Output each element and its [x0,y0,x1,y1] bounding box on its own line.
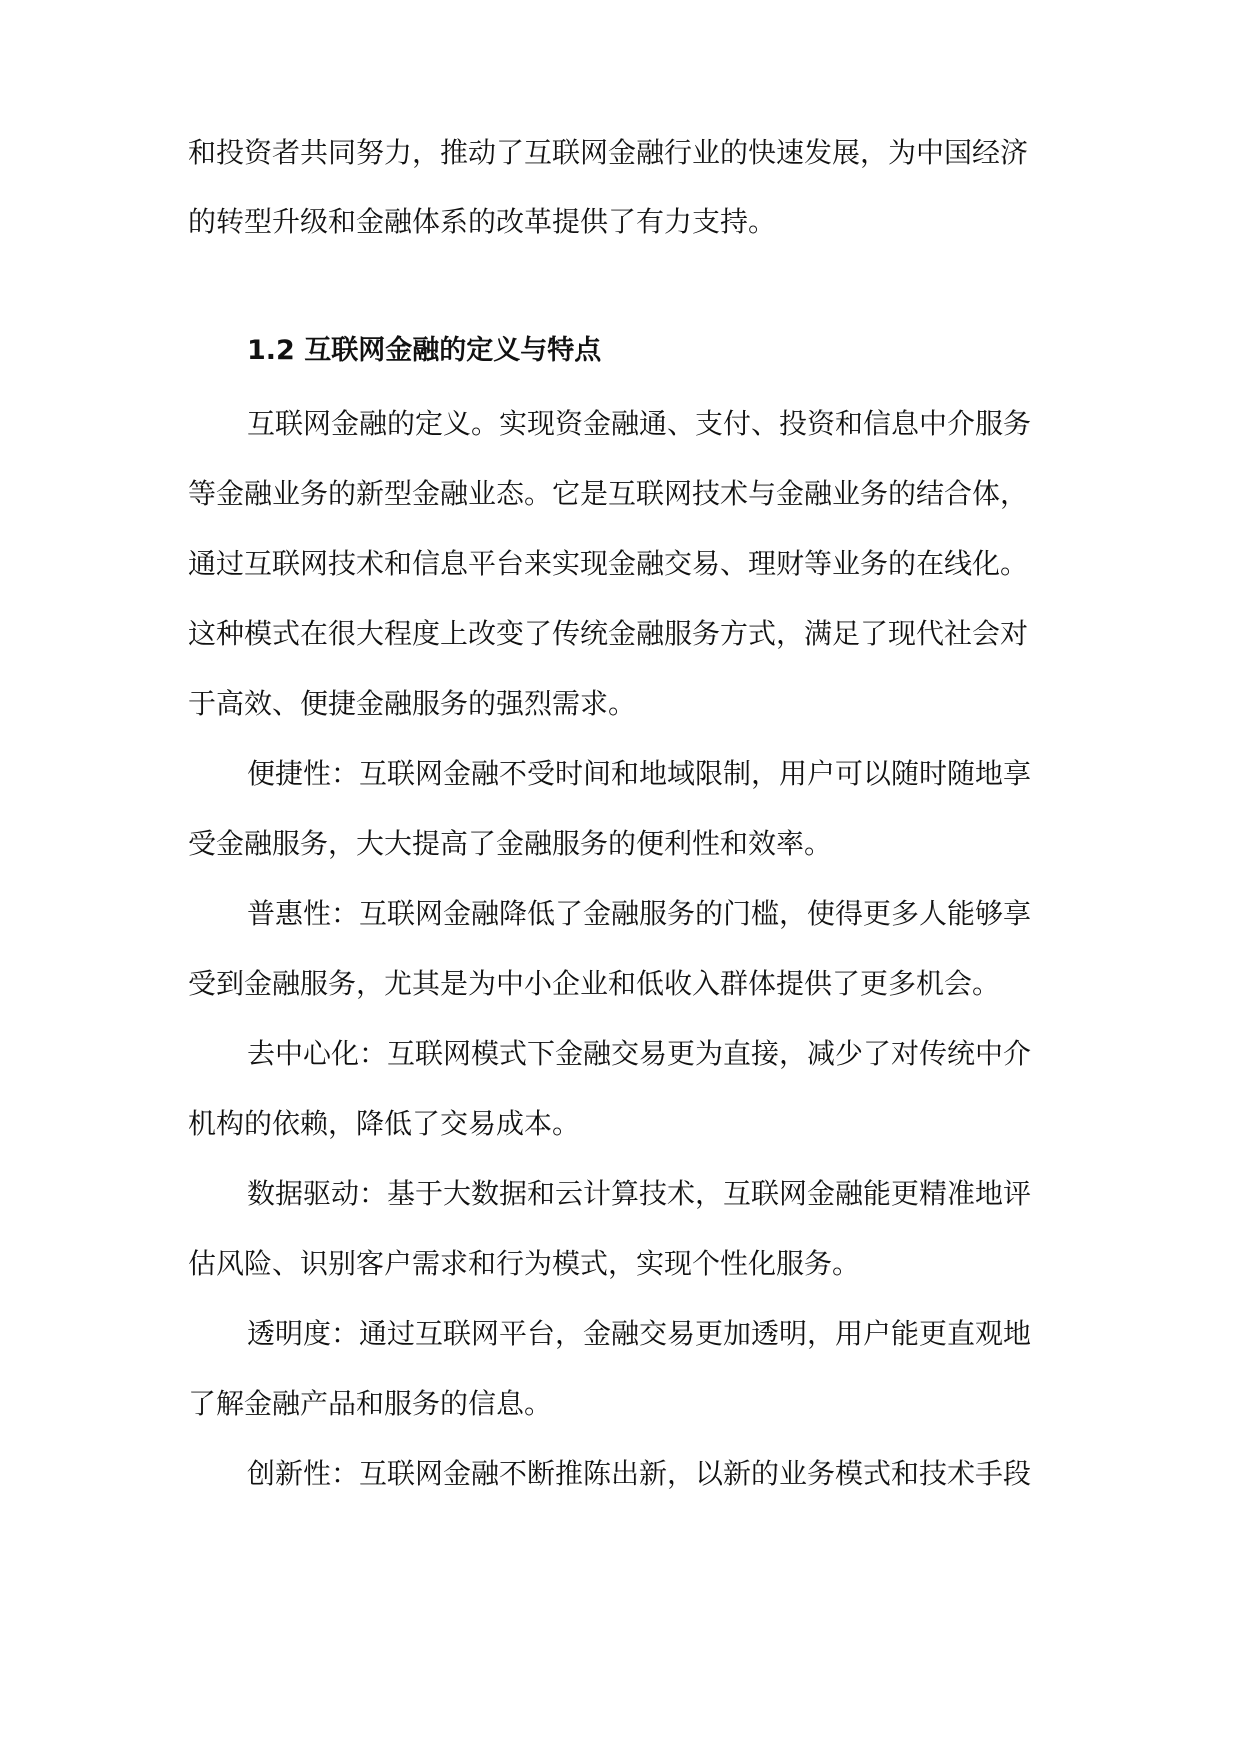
paragraph-line: 受到金融服务，尤其是为中小企业和低收入群体提供了更多机会。 [188,967,1001,1000]
paragraph-line: 通过互联网技术和信息平台来实现金融交易、理财等业务的在线化。 [188,547,1029,580]
paragraph-line: 去中心化：互联网模式下金融交易更为直接，减少了对传统中介 [247,1037,1032,1070]
paragraph-line: 和投资者共同努力，推动了互联网金融行业的快速发展，为中国经济 [188,136,1029,169]
paragraph-line: 这种模式在很大程度上改变了传统金融服务方式，满足了现代社会对 [188,617,1029,650]
paragraph-line: 的转型升级和金融体系的改革提供了有力支持。 [188,205,777,238]
paragraph-line: 机构的依赖，降低了交易成本。 [188,1107,581,1140]
paragraph-line: 受金融服务，大大提高了金融服务的便利性和效率。 [188,827,833,860]
paragraph-line: 创新性：互联网金融不断推陈出新，以新的业务模式和技术手段 [247,1457,1032,1490]
paragraph-line: 普惠性：互联网金融降低了金融服务的门槛，使得更多人能够享 [247,897,1032,930]
paragraph-line: 便捷性：互联网金融不受时间和地域限制，用户可以随时随地享 [247,757,1032,790]
paragraph-line: 估风险、识别客户需求和行为模式，实现个性化服务。 [188,1247,861,1280]
paragraph-line: 了解金融产品和服务的信息。 [188,1387,553,1420]
paragraph-line: 等金融业务的新型金融业态。它是互联网技术与金融业务的结合体， [188,477,1029,510]
paragraph-line: 透明度：通过互联网平台，金融交易更加透明，用户能更直观地 [247,1317,1032,1350]
paragraph-line: 数据驱动：基于大数据和云计算技术，互联网金融能更精准地评 [247,1177,1032,1210]
paragraph-line: 互联网金融的定义。实现资金融通、支付、投资和信息中介服务 [247,407,1032,440]
section-heading: 1.2 互联网金融的定义与特点 [247,335,602,366]
paragraph-line: 于高效、便捷金融服务的强烈需求。 [188,687,637,720]
